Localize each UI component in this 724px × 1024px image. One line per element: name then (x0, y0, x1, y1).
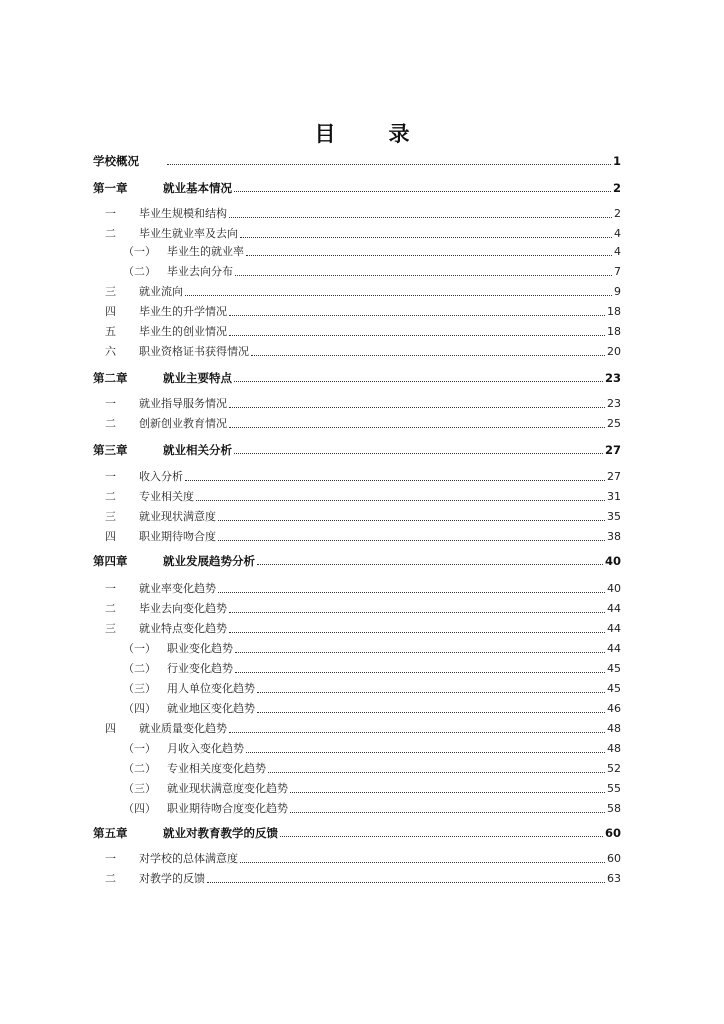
toc-entry-title: 毕业生的就业率 (167, 245, 244, 258)
toc-entry-title: 专业相关度变化趋势 (167, 762, 266, 775)
toc-entry-number: 三 (105, 285, 116, 298)
toc-leader-dots (246, 254, 612, 256)
toc-entry[interactable] (93, 416, 621, 432)
toc-entry-number: 一 (105, 582, 116, 595)
toc-leader-dots (229, 406, 605, 408)
toc-entry[interactable] (93, 825, 621, 841)
toc-entry-title: 就业主要特点 (163, 371, 232, 385)
toc-entry-title: 就业质量变化趋势 (139, 722, 227, 735)
toc-leader-dots (218, 519, 605, 521)
toc-page-number: 40 (604, 554, 621, 568)
toc-page-number: 7 (614, 265, 621, 278)
toc-title: 目 录 (314, 121, 426, 146)
toc-entry-number: 五 (105, 325, 116, 338)
toc-entry-title: 就业对教育教学的反馈 (163, 826, 278, 840)
toc-leader-dots (229, 611, 605, 613)
toc-entry-title: 专业相关度 (139, 490, 194, 503)
toc-page-number: 45 (607, 682, 621, 695)
toc-page-number: 4 (614, 245, 621, 258)
toc-entry[interactable] (93, 180, 621, 196)
toc-entry-title: 职业变化趋势 (167, 642, 233, 655)
toc-leader-dots (257, 691, 605, 693)
toc-page-number: 20 (607, 345, 621, 358)
toc-leader-dots (235, 671, 605, 673)
toc-entry-number: 四 (105, 530, 116, 543)
toc-page-number: 35 (607, 510, 621, 523)
toc-entry[interactable] (93, 601, 621, 617)
toc-entry-number: 一 (105, 852, 116, 865)
toc-entry-title: 职业期待吻合度变化趋势 (167, 802, 288, 815)
toc-page-number: 1 (612, 154, 621, 168)
toc-leader-dots (185, 294, 612, 296)
toc-entry-number: 二 (105, 490, 116, 503)
toc-page-number: 44 (607, 642, 621, 655)
toc-entry-number: （二） (123, 662, 156, 675)
toc-entry-title: 月收入变化趋势 (167, 742, 244, 755)
toc-page-number: 60 (604, 826, 621, 840)
toc-entry-title: 行业变化趋势 (167, 662, 233, 675)
toc-page-number: 48 (607, 742, 621, 755)
toc-page-number: 63 (607, 872, 621, 885)
toc-entry-title: 毕业去向分布 (167, 265, 233, 278)
toc-leader-dots (229, 314, 605, 316)
toc-entry[interactable] (93, 871, 621, 887)
toc-entry-number: 二 (105, 227, 116, 240)
toc-page-number: 18 (607, 325, 621, 338)
toc-leader-dots (229, 426, 605, 428)
toc-page-number: 45 (607, 662, 621, 675)
toc-entry-number: 学校概况 (93, 154, 139, 168)
toc-leader-dots (218, 591, 605, 593)
toc-entry[interactable] (93, 701, 621, 717)
toc-leader-dots (240, 236, 612, 238)
toc-entry-number: 三 (105, 510, 116, 523)
toc-leader-dots (207, 881, 605, 883)
toc-entry[interactable] (93, 344, 621, 360)
toc-leader-dots (251, 354, 605, 356)
toc-leader-dots (290, 791, 605, 793)
toc-page-number: 27 (607, 470, 621, 483)
toc-entry-number: （三） (123, 682, 156, 695)
toc-entry-number: 四 (105, 722, 116, 735)
toc-entry-title: 毕业生的升学情况 (139, 305, 227, 318)
toc-page-number: 46 (607, 702, 621, 715)
toc-entry-title: 对学校的总体满意度 (139, 852, 238, 865)
toc-entry-title: 就业特点变化趋势 (139, 622, 227, 635)
toc-entry-number: 第五章 (93, 826, 128, 840)
toc-page-number: 55 (607, 782, 621, 795)
toc-entry-title: 就业基本情况 (163, 181, 232, 195)
toc-entry-number: 三 (105, 622, 116, 635)
toc-entry[interactable] (93, 721, 621, 737)
toc-entry-number: 一 (105, 397, 116, 410)
toc-entry[interactable] (93, 489, 621, 505)
toc-entry-number: 四 (105, 305, 116, 318)
toc-entry[interactable] (93, 681, 621, 697)
toc-entry[interactable] (93, 851, 621, 867)
toc-page-number: 58 (607, 802, 621, 815)
toc-entry-number: （二） (123, 265, 156, 278)
toc-leader-dots (257, 563, 603, 565)
toc-entry-title: 职业期待吻合度 (139, 530, 216, 543)
toc-page-number: 4 (614, 227, 621, 240)
toc-page-number: 31 (607, 490, 621, 503)
toc-entry-number: （三） (123, 782, 156, 795)
toc-entry-title: 就业地区变化趋势 (167, 702, 255, 715)
toc-entry[interactable] (93, 529, 621, 545)
toc-entry[interactable] (93, 264, 621, 280)
toc-leader-dots (268, 771, 605, 773)
toc-entry-number: 一 (105, 207, 116, 220)
toc-entry-number: 第一章 (93, 181, 128, 195)
toc-entry-number: 二 (105, 417, 116, 430)
toc-entry-number: 第二章 (93, 371, 128, 385)
toc-page-number: 48 (607, 722, 621, 735)
toc-entry[interactable] (93, 370, 621, 386)
toc-leader-dots (234, 452, 603, 454)
toc-entry[interactable] (93, 801, 621, 817)
toc-leader-dots (235, 274, 612, 276)
toc-entry-title: 毕业去向变化趋势 (139, 602, 227, 615)
toc-entry-number: 第四章 (93, 554, 128, 568)
toc-entry-title: 就业率变化趋势 (139, 582, 216, 595)
toc-entry[interactable] (93, 741, 621, 757)
toc-entry-title: 就业现状满意度 (139, 510, 216, 523)
toc-entry[interactable] (93, 661, 621, 677)
toc-entry-number: （一） (123, 245, 156, 258)
toc-entry-number: （二） (123, 762, 156, 775)
toc-page-number: 23 (604, 371, 621, 385)
toc-leader-dots (240, 861, 605, 863)
toc-entry-number: 六 (105, 345, 116, 358)
toc-leader-dots (235, 651, 605, 653)
toc-entry-number: （四） (123, 702, 156, 715)
toc-page-number: 2 (614, 207, 621, 220)
toc-entry[interactable] (93, 396, 621, 412)
toc-entry-title: 毕业生规模和结构 (139, 207, 227, 220)
toc-entry-number: 第三章 (93, 443, 128, 457)
toc-entry[interactable] (93, 304, 621, 320)
toc-page-number: 27 (604, 443, 621, 457)
toc-page-number: 25 (607, 417, 621, 430)
toc-page-number: 60 (607, 852, 621, 865)
toc-entry[interactable] (93, 153, 621, 169)
toc-entry[interactable] (93, 581, 621, 597)
toc-entry-title: 职业资格证书获得情况 (139, 345, 249, 358)
toc-entry-title: 毕业生就业率及去向 (139, 227, 238, 240)
toc-entry-title: 收入分析 (139, 470, 183, 483)
toc-entry-title: 就业流向 (139, 285, 183, 298)
toc-entry[interactable] (93, 244, 621, 260)
toc-leader-dots (257, 711, 605, 713)
toc-page-number: 38 (607, 530, 621, 543)
toc-page-number: 52 (607, 762, 621, 775)
toc-entry[interactable] (93, 509, 621, 525)
toc-entry-title: 就业相关分析 (163, 443, 232, 457)
toc-leader-dots (218, 539, 605, 541)
toc-leader-dots (290, 811, 605, 813)
toc-entry-number: 一 (105, 470, 116, 483)
toc-leader-dots (229, 334, 605, 336)
toc-leader-dots (196, 499, 605, 501)
toc-entry-title: 就业现状满意度变化趋势 (167, 782, 288, 795)
toc-leader-dots (229, 631, 605, 633)
toc-page-number: 44 (607, 602, 621, 615)
toc-entry-title: 毕业生的创业情况 (139, 325, 227, 338)
toc-entry-title: 就业发展趋势分析 (163, 554, 255, 568)
toc-entry[interactable] (93, 641, 621, 657)
toc-entry[interactable] (93, 284, 621, 300)
toc-page-number: 18 (607, 305, 621, 318)
toc-leader-dots (234, 190, 611, 192)
toc-entry[interactable] (93, 442, 621, 458)
toc-entry[interactable] (93, 469, 621, 485)
toc-entry[interactable] (93, 324, 621, 340)
toc-entry[interactable] (93, 553, 621, 569)
toc-entry-number: 二 (105, 602, 116, 615)
toc-entry-number: （一） (123, 642, 156, 655)
toc-leader-dots (185, 479, 605, 481)
toc-entry[interactable] (93, 621, 621, 637)
toc-page-number: 40 (607, 582, 621, 595)
toc-entry-title: 就业指导服务情况 (139, 397, 227, 410)
toc-leader-dots (234, 380, 603, 382)
toc-page-number: 9 (614, 285, 621, 298)
toc-page-number: 44 (607, 622, 621, 635)
toc-entry-title: 对教学的反馈 (139, 872, 205, 885)
toc-leader-dots (167, 163, 611, 165)
toc-leader-dots (280, 835, 603, 837)
toc-entry-number: 二 (105, 872, 116, 885)
toc-leader-dots (229, 731, 605, 733)
toc-entry[interactable] (93, 781, 621, 797)
toc-entry-number: （四） (123, 802, 156, 815)
toc-entry[interactable] (93, 761, 621, 777)
toc-entry-title: 创新创业教育情况 (139, 417, 227, 430)
toc-page-number: 23 (607, 397, 621, 410)
toc-entry-number: （一） (123, 742, 156, 755)
toc-page-number: 2 (612, 181, 621, 195)
toc-leader-dots (246, 751, 605, 753)
toc-entry[interactable] (93, 226, 621, 242)
toc-entry[interactable] (93, 206, 621, 222)
toc-leader-dots (229, 216, 612, 218)
toc-entry-title: 用人单位变化趋势 (167, 682, 255, 695)
